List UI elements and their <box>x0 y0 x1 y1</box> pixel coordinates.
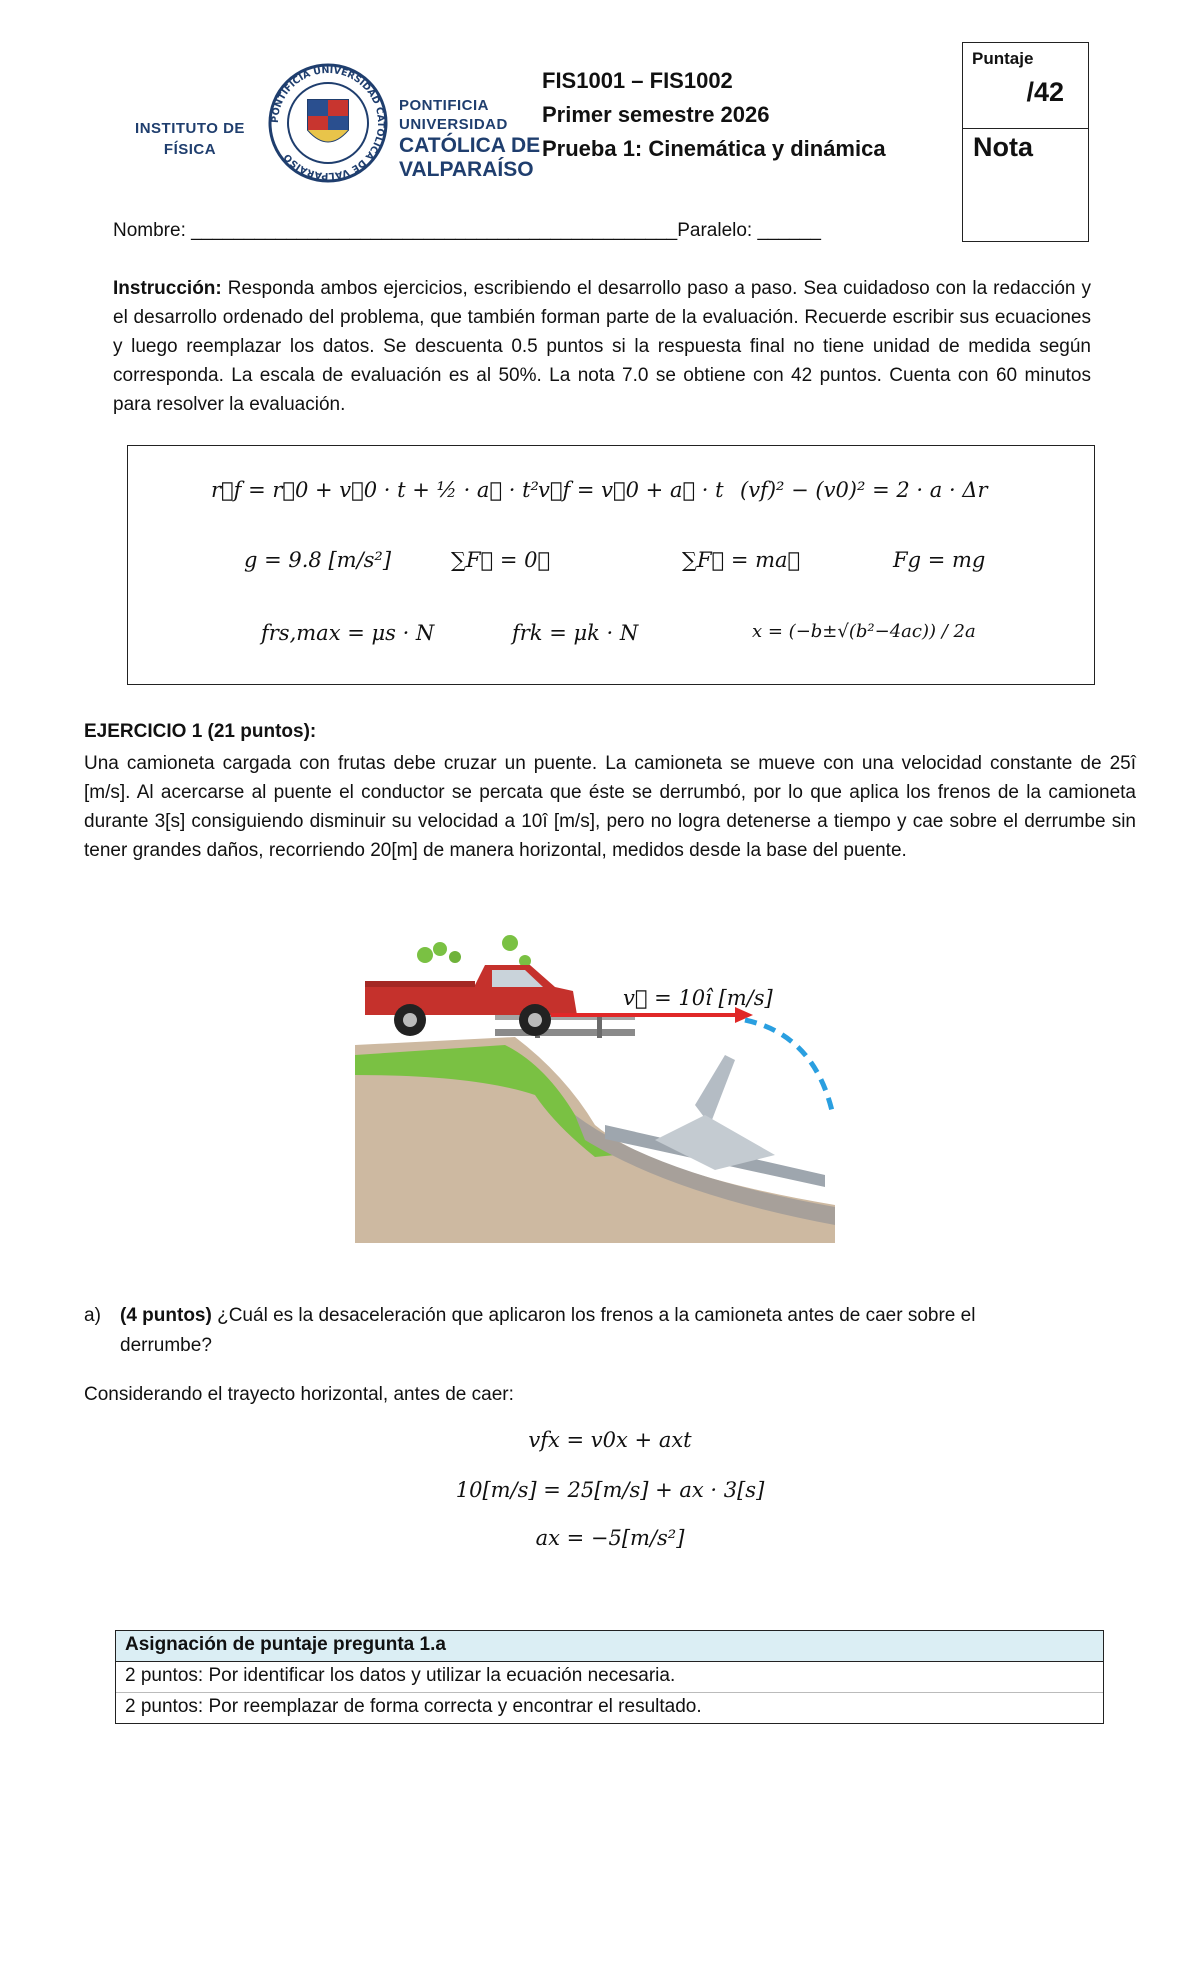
institute-name: INSTITUTO DE FÍSICA <box>135 120 245 158</box>
nota-label: Nota <box>973 132 1033 162</box>
question-a-label: a) <box>84 1305 101 1326</box>
seal-text: PONTIFICIA UNIVERSIDAD CATÓLICA DE VALPARAÍSO <box>269 64 387 182</box>
formula-kinetic-friction: frk = μk · N <box>512 621 639 645</box>
exercise-text: Una camioneta cargada con frutas debe cruzar un puente. La camioneta se mueve con una velocidad constante de 25î [m/s]. Al acercarse al puente el conductor se percata que éste se derrumbó, por lo que aplica los frenos de la camioneta durante 3[s] consiguiendo disminuir su velocidad a 10î [m/s], pero no logra detenerse a tiempo y cae sobre el derrumbe sin tener grandes daños, recorriendo 20[m] de manera horizontal, medidos desde la base del puente. <box>84 753 1136 861</box>
points-table <box>115 1630 1104 1724</box>
puntaje-label: Puntaje <box>972 49 1034 68</box>
formula-quadratic: x = (−b±√(b²−4ac)) / 2a <box>752 621 976 642</box>
points-table-row: 2 puntos: Por reemplazar de forma correcta y encontrar el resultado. <box>116 1692 1103 1723</box>
formula-velocity: v⃗f = v⃗0 + a⃗ · t <box>538 478 724 502</box>
score-box <box>962 42 1089 242</box>
exam-title: Prueba 1: Cinemática y dinámica <box>542 136 886 161</box>
course-code: FIS1001 – FIS1002 <box>542 68 733 93</box>
velocity-label: v⃗ = 10î [m/s] <box>623 986 773 1010</box>
instructions <box>113 274 1091 419</box>
puntaje-value: /42 <box>1026 77 1064 107</box>
question-a <box>84 1301 1134 1361</box>
exercise-title: EJERCICIO 1 (21 puntos): <box>84 721 317 742</box>
instruction-label: Instrucción: <box>113 278 222 299</box>
question-a-points: (4 puntos) <box>120 1305 212 1326</box>
formula-torricelli: (vf)² − (v0)² = 2 · a · Δr <box>740 478 988 502</box>
semester: Primer semestre 2026 <box>542 102 770 127</box>
formula-position: r⃗f = r⃗0 + v⃗0 · t + ½ · a⃗ · t² <box>211 478 539 502</box>
name-field[interactable]: Nombre: ______________________________________________Paralelo: ______ <box>113 220 821 241</box>
question-a-text: ¿Cuál es la desaceleración que aplicaron los frenos a la camioneta antes de caer sobre el <box>211 1305 976 1326</box>
formula-newton: ∑F⃗ = ma⃗ <box>682 548 801 572</box>
course-header <box>542 64 886 166</box>
formula-static-friction: frs,max = μs · N <box>261 621 435 645</box>
points-table-header: Asignación de puntaje pregunta 1.a <box>116 1631 1103 1662</box>
considering-text: Considerando el trayecto horizontal, antes de caer: <box>84 1384 514 1405</box>
instruction-text: Responda ambos ejercicios, escribiendo el desarrollo paso a paso. Sea cuidadoso con la redacción y el desarrollo ordenado del problema, que también forman parte de la evaluación. Recuerde escribir sus ecuaciones y luego reemplazar los datos. Se descuenta 0.5 puntos si la respuesta final no tiene unidad de medida según corresponda. La escala de evaluación es al 50%. La nota 7.0 se obtiene con 42 puntos. Cuenta con 60 minutos para resolver la evaluación. <box>113 278 1091 415</box>
university-name: PONTIFICIA UNIVERSIDAD CATÓLICA DE VALPARAÍSO <box>399 97 541 181</box>
formula-gravity: g = 9.8 [m/s²] <box>244 548 392 572</box>
question-a-text-continued: derrumbe? <box>120 1335 212 1356</box>
equation-2: 10[m/s] = 25[m/s] + ax · 3[s] <box>455 1478 765 1502</box>
formula-equilibrium: ∑F⃗ = 0⃗ <box>451 548 551 572</box>
equation-1: vfx = v0x + axt <box>528 1428 692 1452</box>
university-seal <box>268 58 388 188</box>
equation-3: ax = −5[m/s²] <box>535 1526 685 1550</box>
truck-bridge-illustration <box>355 925 835 1243</box>
formula-box <box>127 445 1095 685</box>
formula-weight: Fg = mg <box>893 548 986 572</box>
points-table-row: 2 puntos: Por identificar los datos y utilizar la ecuación necesaria. <box>125 1665 676 1686</box>
